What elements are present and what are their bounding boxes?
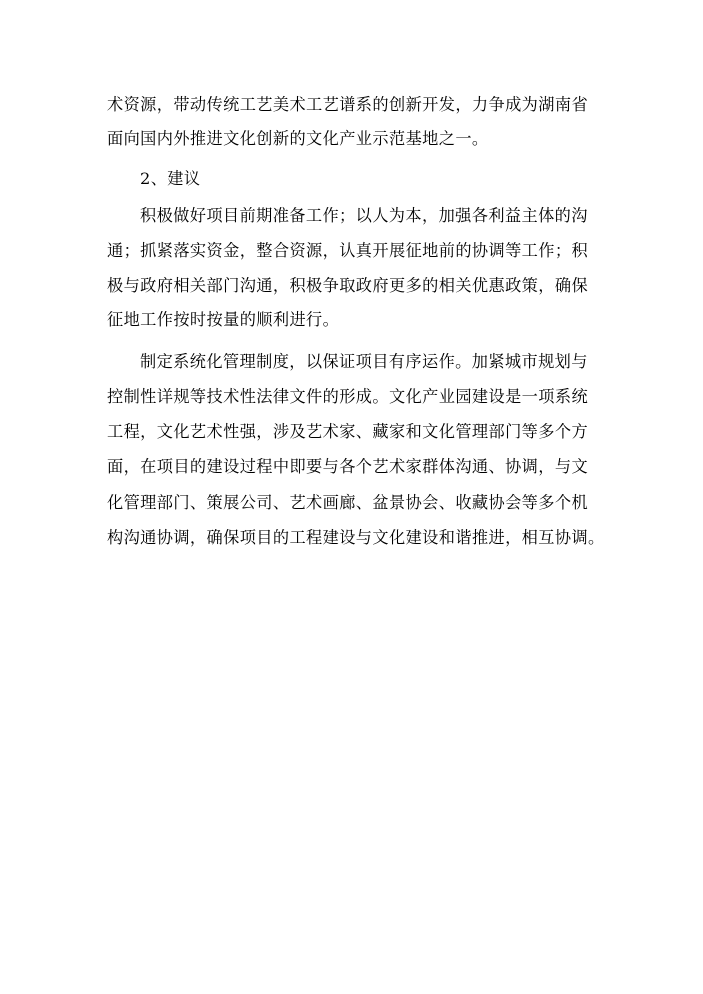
body-text-line: 面向国内外推进文化创新的文化产业示范基地之一。 <box>107 129 489 148</box>
body-text-line: 控制性详规等技术性法律文件的形成。文化产业园建设是一项系统 <box>107 387 589 406</box>
body-text-line: 构沟通协调，确保项目的工程建设与文化建设和谐推进，相互协调。 <box>107 528 605 547</box>
body-text-line: 工程，文化艺术性强，涉及艺术家、藏家和文化管理部门等多个方 <box>107 422 589 441</box>
body-text-line: 化管理部门、策展公司、艺术画廊、盆景协会、收藏协会等多个机 <box>107 493 589 512</box>
body-text-line: 术资源，带动传统工艺美术工艺谱系的创新开发，力争成为湖南省 <box>107 95 589 114</box>
body-text-line: 制定系统化管理制度，以保证项目有序运作。加紧城市规划与 <box>140 352 588 371</box>
body-text-line: 通；抓紧落实资金，整合资源，认真开展征地前的协调等工作；积 <box>107 241 589 260</box>
body-text-line: 征地工作按时按量的顺利进行。 <box>107 310 340 329</box>
body-text-line: 积极做好项目前期准备工作；以人为本，加强各利益主体的沟 <box>140 206 588 225</box>
body-text-line: 面，在项目的建设过程中即要与各个艺术家群体沟通、协调，与文 <box>107 457 589 476</box>
section-heading: 2、建议 <box>140 169 201 188</box>
body-text-line: 极与政府相关部门沟通，积极争取政府更多的相关优惠政策，确保 <box>107 276 589 295</box>
